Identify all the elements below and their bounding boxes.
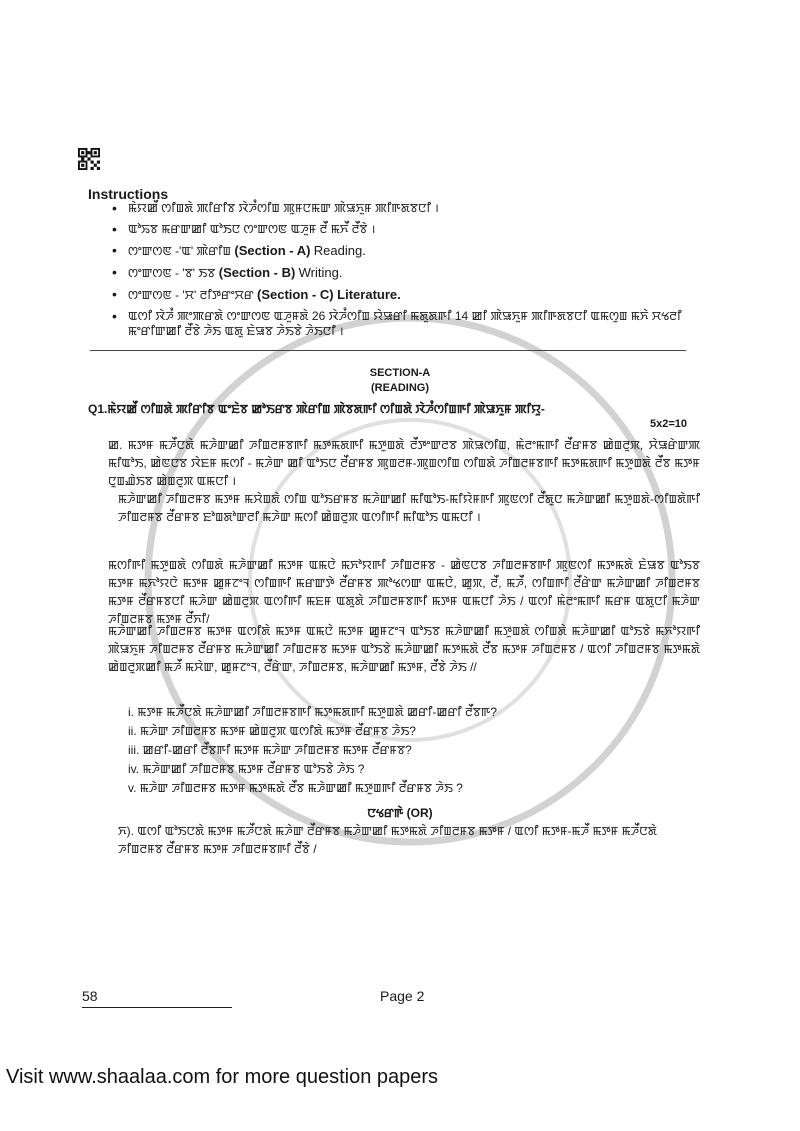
instruction-item: • ꯁꯦꯛꯁꯟ -'ꯑ' ꯄꯥꯔꯤꯡ (Section - A) Reading. xyxy=(112,243,702,259)
subquestion-item: iii. ꯀꯔꯤ-ꯀꯔꯤ ꯂꯩꯕꯒꯤ ꯃꯇꯝ ꯃꯍꯥꯛ ꯍꯤꯡꯂꯝꯕ ꯃꯇꯝ ꯂꯩꯔꯝꯕ? xyxy=(128,743,412,757)
subquestion-item: v. ꯃꯍꯥꯛ ꯍꯤꯡꯂꯝꯕ ꯃꯇꯝ ꯃꯇꯃꯗꯥ ꯂꯩꯕ ꯃꯍꯥꯛꯀꯤ ꯃꯇꯨꯡꯒꯤ ꯂꯩꯔꯝꯕ ꯍꯥꯏ ? xyxy=(128,781,463,795)
instruction-item: • ꯁꯦꯛꯁꯟ - 'ꯕ' ꯏꯕ (Section - B) Writing. xyxy=(112,265,702,281)
question-heading: Q1.ꯃꯥꯌꯀꯩ ꯁꯤꯡꯗꯥ ꯄꯤꯔꯤꯕ ꯑꯦꯐꯥꯕ ꯀꯣꯏꯔꯕ ꯄꯥꯔꯤꯡ ꯄꯥꯕꯗꯒꯤ ꯁꯤꯡꯗꯥ ꯋꯥꯍꯪꯁꯤꯡꯒꯤ ꯄꯥꯎꯈꯨꯝ ꯄꯤꯌꯨ- xyxy=(88,402,545,416)
passage-paragraph: ꯀ. ꯃꯇꯝ ꯃꯍꯩꯅꯗꯥ ꯃꯍꯥꯛꯀꯤ ꯍꯤꯡꯂꯝꯕꯒꯤ ꯃꯇꯃꯗꯒꯤ ꯃꯇꯨꯡꯗꯥ ꯂꯩꯇꯦꯛꯂꯕ ꯄꯥꯎꯁꯤꯡ, ꯃꯥꯂꯦꯃꯒꯤ ꯂꯩꯔꯝꯕ ꯀꯥꯡꯂꯨꯞ, ꯆꯥꯎꯔꯥꯛꯄ ꯃꯤꯑꯣꯏ, ꯀꯥꯟꯅꯕ ꯋꯥꯐꯝ ꯃꯁꯤ - ꯃꯍꯥꯛ ꯀꯤ ꯑꯣꯏꯅ ꯂꯩꯔꯝꯕ ꯄꯨꯡꯂꯝ-ꯄꯨꯡꯁꯤꯡ ꯁꯤꯡꯗꯥ ꯍꯤꯡꯂꯝꯕꯒꯤ ꯃꯇꯃꯗꯒꯤ ꯃꯇꯨꯡꯗꯥ ꯂꯩꯕ ꯃꯇꯝ ꯅꯨꯡꯉꯥꯏꯕ ꯀꯥꯡꯂꯨꯞ ꯑꯃꯅꯤ । xyxy=(108,438,700,488)
subquestions-list xyxy=(128,703,497,798)
footer-note: Visit www.shaalaa.com for more question papers xyxy=(6,1066,439,1088)
qr-code-icon xyxy=(78,148,100,170)
subquestion-item: ii. ꯃꯍꯥꯛ ꯍꯤꯡꯂꯝꯕ ꯃꯇꯝ ꯀꯥꯡꯂꯨꯞ ꯑꯁꯤꯗꯥ ꯃꯇꯝ ꯂꯩꯔꯝꯕ ꯍꯥꯏ? xyxy=(128,724,416,738)
instructions-list xyxy=(112,201,702,345)
or-label: ꯅꯠꯔꯒꯥ (OR) xyxy=(367,806,433,820)
question-marks: 5x2=10 xyxy=(650,418,688,430)
instruction-item: • ꯁꯦꯛꯁꯟ - 'ꯆ' ꯂꯤꯇꯔꯦꯆꯔ (Section - C) Literature. xyxy=(112,287,702,303)
alternate-passage: ꯈ). ꯑꯁꯤ ꯑꯣꯏꯅꯗꯥ ꯃꯇꯝ ꯃꯍꯩꯅꯗꯥ ꯃꯍꯥꯛ ꯂꯩꯔꯝꯕ ꯃꯍꯥꯛꯀꯤ ꯃꯇꯃꯗꯥ ꯍꯤꯡꯂꯝꯕ ꯃꯇꯝ / ꯑꯁꯤ ꯃꯇꯝ-ꯃꯍꯩ ꯃꯇꯝ ꯃꯍꯩꯅꯗꯥ ꯍꯤꯡꯂꯝꯕ ꯂꯩꯔꯝꯕ ꯃꯇꯝ ꯍꯤꯡꯂꯝꯕꯒꯤ ꯂꯩꯕꯥ / xyxy=(118,824,657,856)
subquestion-item: i. ꯃꯇꯝ ꯃꯍꯩꯅꯗꯥ ꯃꯍꯥꯛꯀꯤ ꯍꯤꯡꯂꯝꯕꯒꯤ ꯃꯇꯃꯗꯒꯤ ꯃꯇꯨꯡꯗꯥ ꯀꯔꯤ-ꯀꯔꯤ ꯂꯩꯕꯒ? xyxy=(128,705,498,719)
passage-paragraph: ꯃꯁꯤꯒꯤ ꯃꯇꯨꯡꯗꯥ ꯁꯤꯡꯗꯥ ꯃꯍꯥꯛꯀꯤ ꯃꯇꯝ ꯑꯃꯅꯥ ꯃꯈꯣꯌꯒꯤ ꯍꯤꯡꯂꯝꯕ - ꯀꯥꯟꯅꯕ ꯍꯤꯡꯂꯝꯕꯒꯤ ꯄꯨꯟꯁꯤ ꯃꯇꯃꯗꯥ ꯐꯥꯎꯕ ꯑꯣꯏꯕ ꯃꯇꯝ ꯃꯈꯣꯌꯅꯥ ꯃꯇꯝ ꯀꯨꯝꯖꯦꯜ ꯁꯤꯡꯒꯤ ꯃꯔꯛꯇꯥ ꯂꯩꯔꯝꯕ ꯄꯣꯠꯁꯛ ꯑꯃꯅꯥ, ꯀꯨꯞ, ꯂꯩ, ꯃꯍꯩ, ꯁꯤꯡꯒꯤ ꯂꯩꯔꯥꯛ ꯃꯍꯥꯛꯀꯤ ꯍꯤꯡꯂꯝꯕ ꯃꯇꯝ ꯂꯩꯔꯝꯕꯅꯤ ꯃꯍꯥꯛ ꯀꯥꯡꯂꯨꯞ ꯑꯁꯤꯒꯤ ꯃꯐꯝ ꯑꯗꯨꯗꯥ ꯍꯤꯡꯂꯝꯕꯒꯤ ꯃꯇꯝ ꯑꯃꯅꯤ ꯍꯥꯏ / ꯑꯁꯤ ꯃꯥꯂꯦꯃꯒꯤ ꯃꯔꯝ ꯑꯗꯨꯅꯤ ꯃꯍꯥꯛ ꯍꯤꯡꯂꯝꯕ ꯃꯇꯝ ꯂꯩꯈꯤ/ xyxy=(108,558,700,626)
instruction-item: • ꯑꯣꯢꯕ ꯃꯔꯛꯀꯤ ꯑꯣꯏꯅ ꯁꯦꯛꯁꯟ ꯑꯍꯨꯝ ꯂꯩ ꯃꯈꯩ ꯂꯩꯕꯥ । xyxy=(112,222,702,237)
page-number: Page 2 xyxy=(380,988,425,1004)
instructions-heading: Instructions xyxy=(88,186,169,202)
subquestion-item: iv. ꯃꯍꯥꯛꯀꯤ ꯍꯤꯡꯂꯝꯕ ꯃꯇꯝ ꯂꯩꯔꯝꯕ ꯑꯣꯏꯕꯥ ꯍꯥꯏ ? xyxy=(128,762,365,776)
passage-paragraph: ꯃꯍꯥꯛꯀꯤ ꯍꯤꯡꯂꯝꯕ ꯃꯇꯝ ꯑꯁꯤꯗꯥ ꯃꯇꯝ ꯑꯃꯅꯥ ꯃꯇꯝ ꯀꯨꯝꯖꯦꯜ ꯑꯣꯏꯕ ꯃꯍꯥꯛꯀꯤ ꯃꯇꯨꯡꯗꯥ ꯁꯤꯡꯗꯥ ꯃꯍꯥꯛꯀꯤ ꯑꯣꯏꯕꯥ ꯃꯈꯣꯌꯒꯤ ꯄꯥꯎꯈꯨꯝ ꯍꯤꯡꯂꯝꯕ ꯂꯩꯔꯝꯕ ꯃꯍꯥꯛꯀꯤ ꯍꯤꯡꯂꯝꯕ ꯃꯇꯝ ꯑꯣꯏꯕꯥ ꯃꯍꯥꯛꯀꯤ ꯃꯇꯃꯗꯥ ꯂꯩꯕ ꯃꯇꯝ ꯍꯤꯡꯂꯝꯕ / ꯑꯁꯤ ꯍꯤꯡꯂꯝꯕ ꯃꯇꯃꯗꯥ ꯀꯥꯡꯂꯨꯞꯀꯤ ꯃꯍꯩ ꯃꯆꯥꯛ, ꯀꯨꯝꯖꯦꯜ, ꯂꯩꯔꯥꯛ, ꯍꯤꯡꯂꯝꯕ, ꯃꯍꯥꯛꯀꯤ ꯃꯇꯝ, ꯂꯩꯕꯥ ꯍꯥꯏ // xyxy=(108,624,700,674)
instruction-item: • ꯑꯁꯤ ꯋꯥꯍꯪ ꯄꯦꯄꯔꯗꯥ ꯁꯦꯛꯁꯟ ꯑꯍꯨꯝꯗꯥ 26 ꯋꯥꯍꯪꯁꯤꯡ ꯌꯥꯎꯔꯤ ꯃꯗꯨꯗꯒꯤ 14 ꯀꯤ ꯄꯥꯎꯈꯨꯝ ꯄꯤꯒꯗꯕꯅꯤ ꯑꯃꯁꯨꯡ ꯃꯈꯥ ꯆꯠꯂꯤ ꯃꯦꯔꯤꯛꯀꯤ ꯂꯩꯕꯥ ꯍꯥꯏ ꯑꯗꯨ ꯐꯥꯎꯕ ꯍꯥꯏꯕꯥ ꯍꯥꯏꯅꯤ । xyxy=(112,309,702,339)
page-code-underline xyxy=(82,1007,232,1008)
instruction-item: • ꯃꯥꯌꯀꯩ ꯁꯤꯡꯗꯥ ꯄꯤꯔꯤꯕ ꯋꯥꯍꯪꯁꯤꯡ ꯄꯨꯝꯅꯃꯛ ꯄꯥꯎꯈꯨꯝ ꯄꯤꯒꯗꯕꯅꯤ । xyxy=(112,201,702,216)
passage-paragraph: ꯃꯍꯥꯛꯀꯤ ꯍꯤꯡꯂꯝꯕ ꯃꯇꯝ ꯃꯆꯥꯡꯗꯥ ꯁꯤꯡ ꯑꯣꯏꯔꯝꯕ ꯃꯍꯥꯛꯀꯤ ꯃꯤꯑꯣꯏ-ꯃꯤꯌꯥꯝꯒꯤ ꯄꯨꯟꯁꯤ ꯂꯩꯗꯨꯅ ꯃꯍꯥꯛꯀꯤ ꯃꯇꯨꯡꯗꯥ-ꯁꯤꯡꯗꯥꯒꯤ ꯍꯤꯡꯂꯝꯕ ꯂꯩꯔꯝꯕ ꯐꯣꯡꯗꯣꯛꯂꯤ ꯃꯍꯥꯛ ꯃꯁꯤ ꯀꯥꯡꯂꯨꯞ ꯑꯁꯤꯒꯤ ꯃꯤꯑꯣꯏ ꯑꯃꯅꯤ । xyxy=(118,492,700,524)
section-title: SECTION-A (READING) xyxy=(369,367,431,394)
page-code: 58 xyxy=(82,988,98,1004)
section-divider xyxy=(90,350,686,351)
